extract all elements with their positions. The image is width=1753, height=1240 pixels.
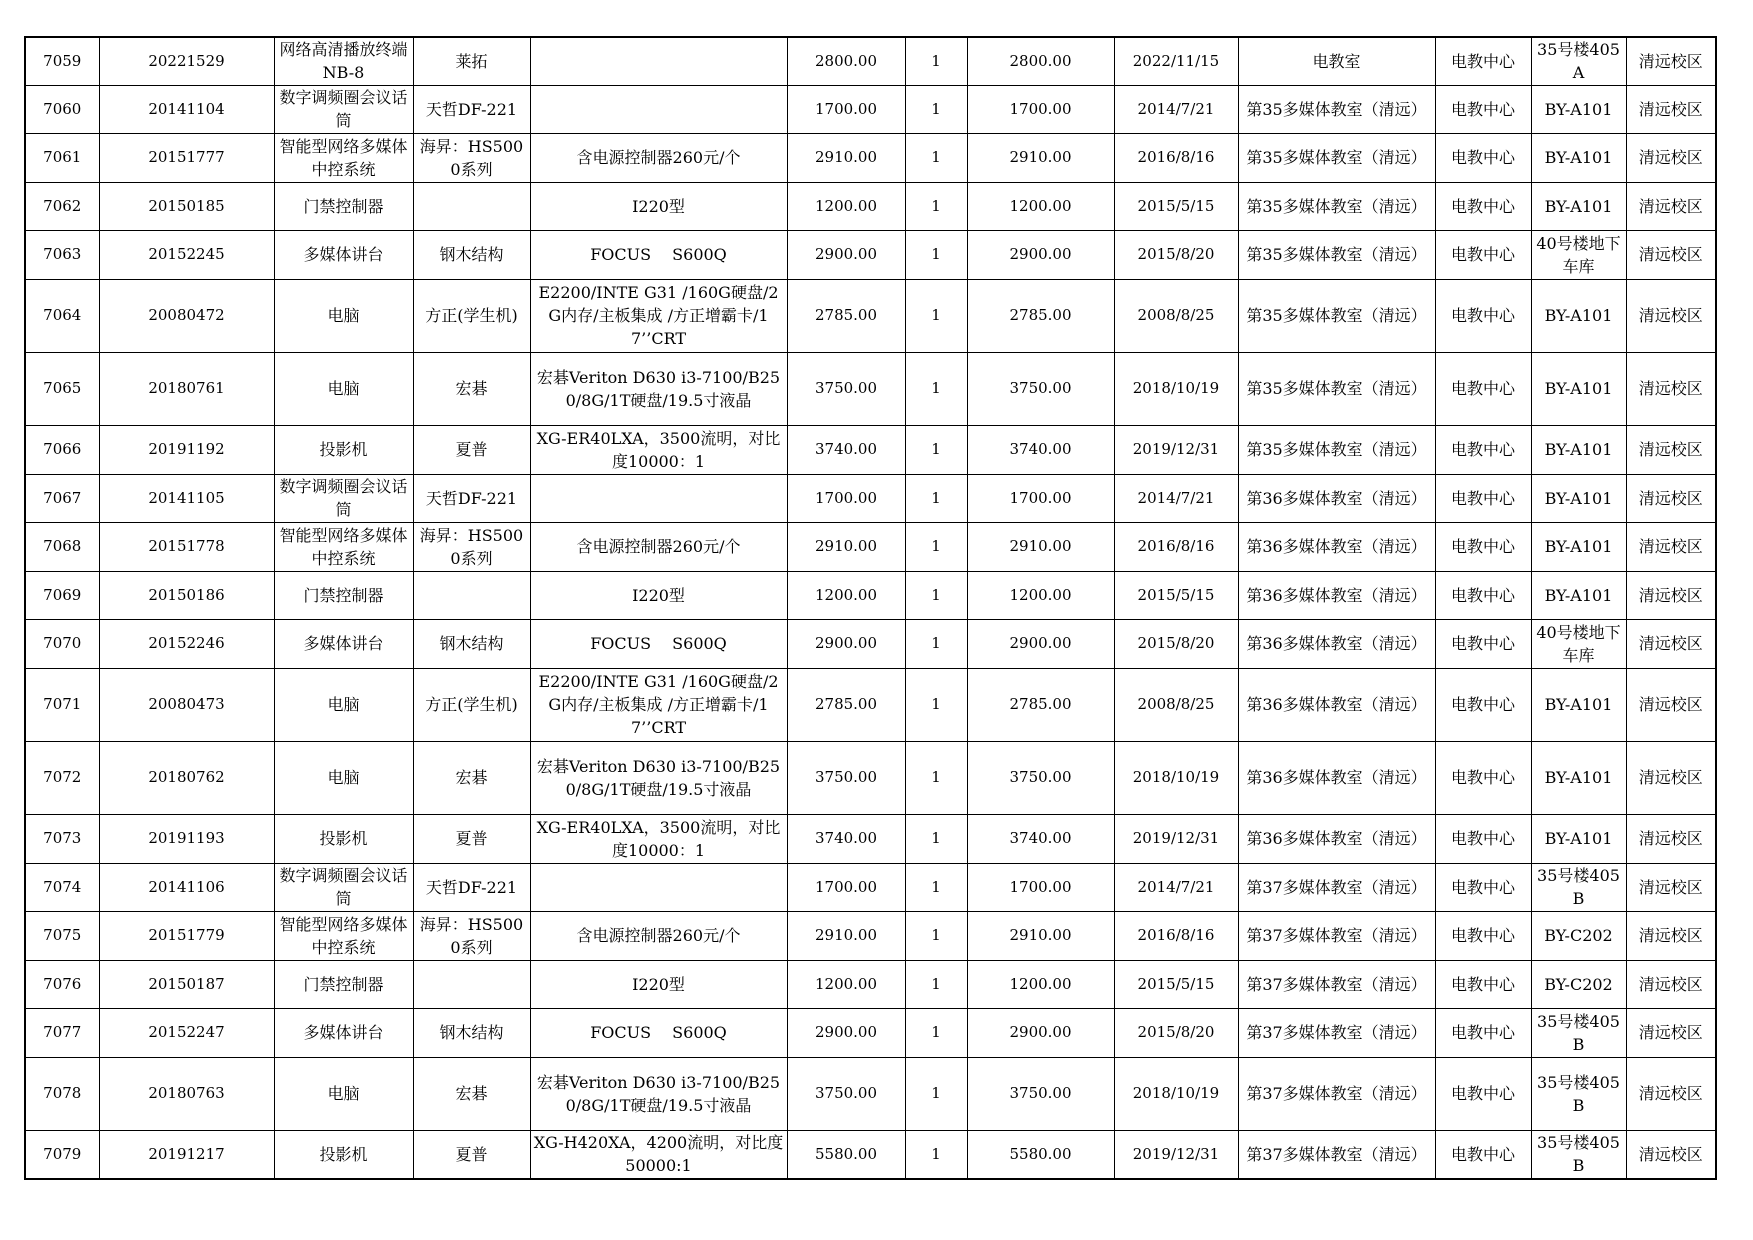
location-cell: 第37多媒体教室（清远）: [1238, 1008, 1435, 1057]
location-cell: 第35多媒体教室（清远）: [1238, 352, 1435, 425]
quantity-cell: 1: [905, 1057, 967, 1130]
department-cell: 电教中心: [1435, 37, 1531, 85]
table-row: [25, 741, 1716, 814]
brand-cell: 方正(学生机): [413, 279, 530, 352]
name-cell: 数字调频圈会议话筒: [274, 85, 413, 133]
brand-cell: 海昇：HS5000系列: [413, 911, 530, 960]
spec-cell: 含电源控制器260元/个: [530, 133, 787, 182]
date-cell: 2015/5/15: [1114, 182, 1238, 230]
table-body: [25, 37, 1716, 1179]
department-cell: 电教中心: [1435, 1130, 1531, 1179]
date-cell: 2019/12/31: [1114, 1130, 1238, 1179]
room-cell: 35号楼405A: [1531, 37, 1626, 85]
campus-cell: 清远校区: [1626, 863, 1716, 911]
brand-cell: 天哲DF-221: [413, 85, 530, 133]
unit-price-cell: 1200.00: [787, 960, 905, 1008]
campus-cell: 清远校区: [1626, 668, 1716, 741]
campus-cell: 清远校区: [1626, 960, 1716, 1008]
brand-cell: 宏碁: [413, 352, 530, 425]
name-cell: 数字调频圈会议话筒: [274, 474, 413, 522]
seq-cell: 7077: [25, 1008, 99, 1057]
amount-cell: 1200.00: [967, 571, 1114, 619]
campus-cell: 清远校区: [1626, 279, 1716, 352]
amount-cell: 2900.00: [967, 230, 1114, 279]
date-cell: 2008/8/25: [1114, 668, 1238, 741]
name-cell: 门禁控制器: [274, 571, 413, 619]
quantity-cell: 1: [905, 814, 967, 863]
table-row: [25, 668, 1716, 741]
spec-cell: [530, 863, 787, 911]
campus-cell: 清远校区: [1626, 133, 1716, 182]
location-cell: 第35多媒体教室（清远）: [1238, 230, 1435, 279]
room-cell: 40号楼地下车库: [1531, 619, 1626, 668]
room-cell: BY-A101: [1531, 522, 1626, 571]
unit-price-cell: 1200.00: [787, 182, 905, 230]
spec-cell: FOCUS S600Q: [530, 619, 787, 668]
asset-id-cell: 20191193: [99, 814, 274, 863]
campus-cell: 清远校区: [1626, 911, 1716, 960]
seq-cell: 7061: [25, 133, 99, 182]
date-cell: 2019/12/31: [1114, 425, 1238, 474]
campus-cell: 清远校区: [1626, 85, 1716, 133]
seq-cell: 7060: [25, 85, 99, 133]
date-cell: 2015/8/20: [1114, 230, 1238, 279]
brand-cell: [413, 960, 530, 1008]
table-row: [25, 619, 1716, 668]
amount-cell: 3750.00: [967, 741, 1114, 814]
table-row: [25, 425, 1716, 474]
department-cell: 电教中心: [1435, 474, 1531, 522]
room-cell: BY-A101: [1531, 741, 1626, 814]
asset-id-cell: 20180762: [99, 741, 274, 814]
room-cell: BY-C202: [1531, 911, 1626, 960]
department-cell: 电教中心: [1435, 1057, 1531, 1130]
seq-cell: 7065: [25, 352, 99, 425]
asset-id-cell: 20151778: [99, 522, 274, 571]
asset-id-cell: 20080472: [99, 279, 274, 352]
date-cell: 2018/10/19: [1114, 352, 1238, 425]
name-cell: 网络高清播放终端NB-8: [274, 37, 413, 85]
campus-cell: 清远校区: [1626, 352, 1716, 425]
seq-cell: 7076: [25, 960, 99, 1008]
name-cell: 投影机: [274, 425, 413, 474]
department-cell: 电教中心: [1435, 425, 1531, 474]
table-row: [25, 1008, 1716, 1057]
asset-id-cell: 20141104: [99, 85, 274, 133]
department-cell: 电教中心: [1435, 279, 1531, 352]
asset-id-cell: 20080473: [99, 668, 274, 741]
date-cell: 2019/12/31: [1114, 814, 1238, 863]
table-row: [25, 522, 1716, 571]
amount-cell: 3740.00: [967, 425, 1114, 474]
department-cell: 电教中心: [1435, 352, 1531, 425]
room-cell: 40号楼地下车库: [1531, 230, 1626, 279]
date-cell: 2015/5/15: [1114, 571, 1238, 619]
quantity-cell: 1: [905, 352, 967, 425]
amount-cell: 2910.00: [967, 911, 1114, 960]
amount-cell: 1700.00: [967, 474, 1114, 522]
room-cell: BY-A101: [1531, 474, 1626, 522]
room-cell: BY-A101: [1531, 814, 1626, 863]
brand-cell: 夏普: [413, 814, 530, 863]
asset-id-cell: 20191217: [99, 1130, 274, 1179]
date-cell: 2022/11/15: [1114, 37, 1238, 85]
location-cell: 第36多媒体教室（清远）: [1238, 619, 1435, 668]
brand-cell: 夏普: [413, 425, 530, 474]
amount-cell: 2785.00: [967, 279, 1114, 352]
campus-cell: 清远校区: [1626, 1057, 1716, 1130]
seq-cell: 7073: [25, 814, 99, 863]
table-row: [25, 85, 1716, 133]
unit-price-cell: 1700.00: [787, 474, 905, 522]
quantity-cell: 1: [905, 522, 967, 571]
table-row: [25, 911, 1716, 960]
seq-cell: 7070: [25, 619, 99, 668]
asset-id-cell: 20141105: [99, 474, 274, 522]
spec-cell: E2200/INTE G31 /160G硬盘/2G内存/主板集成 /方正增霸卡/17’’CRT: [530, 668, 787, 741]
unit-price-cell: 1200.00: [787, 571, 905, 619]
quantity-cell: 1: [905, 911, 967, 960]
location-cell: 第35多媒体教室（清远）: [1238, 133, 1435, 182]
date-cell: 2016/8/16: [1114, 522, 1238, 571]
amount-cell: 2800.00: [967, 37, 1114, 85]
table-row: [25, 182, 1716, 230]
date-cell: 2015/8/20: [1114, 619, 1238, 668]
table-row: [25, 133, 1716, 182]
campus-cell: 清远校区: [1626, 425, 1716, 474]
amount-cell: 2785.00: [967, 668, 1114, 741]
campus-cell: 清远校区: [1626, 230, 1716, 279]
seq-cell: 7075: [25, 911, 99, 960]
spec-cell: I220型: [530, 960, 787, 1008]
department-cell: 电教中心: [1435, 1008, 1531, 1057]
quantity-cell: 1: [905, 668, 967, 741]
location-cell: 第37多媒体教室（清远）: [1238, 1130, 1435, 1179]
brand-cell: 天哲DF-221: [413, 474, 530, 522]
quantity-cell: 1: [905, 37, 967, 85]
asset-id-cell: 20151777: [99, 133, 274, 182]
brand-cell: 夏普: [413, 1130, 530, 1179]
amount-cell: 3750.00: [967, 1057, 1114, 1130]
spec-cell: XG-ER40LXA，3500流明，对比度10000：1: [530, 814, 787, 863]
brand-cell: 钢木结构: [413, 619, 530, 668]
department-cell: 电教中心: [1435, 911, 1531, 960]
location-cell: 第36多媒体教室（清远）: [1238, 474, 1435, 522]
amount-cell: 1200.00: [967, 960, 1114, 1008]
unit-price-cell: 2910.00: [787, 911, 905, 960]
spec-cell: XG-ER40LXA，3500流明，对比度10000：1: [530, 425, 787, 474]
table-row: [25, 230, 1716, 279]
unit-price-cell: 3750.00: [787, 1057, 905, 1130]
asset-id-cell: 20150187: [99, 960, 274, 1008]
date-cell: 2014/7/21: [1114, 474, 1238, 522]
table-row: [25, 814, 1716, 863]
date-cell: 2008/8/25: [1114, 279, 1238, 352]
name-cell: 电脑: [274, 279, 413, 352]
seq-cell: 7078: [25, 1057, 99, 1130]
asset-table: [24, 36, 1717, 1180]
seq-cell: 7068: [25, 522, 99, 571]
name-cell: 数字调频圈会议话筒: [274, 863, 413, 911]
name-cell: 智能型网络多媒体中控系统: [274, 522, 413, 571]
table-row: [25, 960, 1716, 1008]
asset-id-cell: 20151779: [99, 911, 274, 960]
room-cell: BY-A101: [1531, 182, 1626, 230]
room-cell: BY-A101: [1531, 352, 1626, 425]
spec-cell: 宏碁Veriton D630 i3-7100/B250/8G/1T硬盘/19.5寸液晶: [530, 741, 787, 814]
campus-cell: 清远校区: [1626, 571, 1716, 619]
asset-id-cell: 20221529: [99, 37, 274, 85]
department-cell: 电教中心: [1435, 571, 1531, 619]
spec-cell: I220型: [530, 182, 787, 230]
room-cell: BY-A101: [1531, 279, 1626, 352]
seq-cell: 7066: [25, 425, 99, 474]
seq-cell: 7074: [25, 863, 99, 911]
amount-cell: 2900.00: [967, 619, 1114, 668]
quantity-cell: 1: [905, 279, 967, 352]
unit-price-cell: 2785.00: [787, 668, 905, 741]
location-cell: 第35多媒体教室（清远）: [1238, 425, 1435, 474]
room-cell: 35号楼405B: [1531, 1008, 1626, 1057]
spec-cell: FOCUS S600Q: [530, 230, 787, 279]
unit-price-cell: 2910.00: [787, 522, 905, 571]
spec-cell: I220型: [530, 571, 787, 619]
department-cell: 电教中心: [1435, 182, 1531, 230]
brand-cell: 宏碁: [413, 741, 530, 814]
amount-cell: 5580.00: [967, 1130, 1114, 1179]
spec-cell: [530, 474, 787, 522]
quantity-cell: 1: [905, 85, 967, 133]
spec-cell: 宏碁Veriton D630 i3-7100/B250/8G/1T硬盘/19.5寸液晶: [530, 1057, 787, 1130]
asset-id-cell: 20152247: [99, 1008, 274, 1057]
quantity-cell: 1: [905, 741, 967, 814]
table-row: [25, 863, 1716, 911]
date-cell: 2014/7/21: [1114, 85, 1238, 133]
location-cell: 第35多媒体教室（清远）: [1238, 279, 1435, 352]
brand-cell: 海昇：HS5000系列: [413, 522, 530, 571]
table-row: [25, 1057, 1716, 1130]
table-row: [25, 1130, 1716, 1179]
room-cell: BY-A101: [1531, 133, 1626, 182]
unit-price-cell: 2900.00: [787, 230, 905, 279]
name-cell: 门禁控制器: [274, 182, 413, 230]
department-cell: 电教中心: [1435, 230, 1531, 279]
brand-cell: [413, 571, 530, 619]
asset-id-cell: 20180763: [99, 1057, 274, 1130]
quantity-cell: 1: [905, 425, 967, 474]
quantity-cell: 1: [905, 230, 967, 279]
location-cell: 第36多媒体教室（清远）: [1238, 668, 1435, 741]
campus-cell: 清远校区: [1626, 522, 1716, 571]
table-row: [25, 474, 1716, 522]
location-cell: 第36多媒体教室（清远）: [1238, 571, 1435, 619]
department-cell: 电教中心: [1435, 133, 1531, 182]
room-cell: BY-A101: [1531, 668, 1626, 741]
date-cell: 2018/10/19: [1114, 1057, 1238, 1130]
department-cell: 电教中心: [1435, 522, 1531, 571]
campus-cell: 清远校区: [1626, 1130, 1716, 1179]
campus-cell: 清远校区: [1626, 814, 1716, 863]
room-cell: BY-A101: [1531, 85, 1626, 133]
quantity-cell: 1: [905, 133, 967, 182]
campus-cell: 清远校区: [1626, 1008, 1716, 1057]
brand-cell: 宏碁: [413, 1057, 530, 1130]
quantity-cell: 1: [905, 474, 967, 522]
campus-cell: 清远校区: [1626, 741, 1716, 814]
campus-cell: 清远校区: [1626, 182, 1716, 230]
seq-cell: 7067: [25, 474, 99, 522]
amount-cell: 2910.00: [967, 133, 1114, 182]
location-cell: 第36多媒体教室（清远）: [1238, 741, 1435, 814]
seq-cell: 7064: [25, 279, 99, 352]
unit-price-cell: 5580.00: [787, 1130, 905, 1179]
location-cell: 第37多媒体教室（清远）: [1238, 911, 1435, 960]
room-cell: BY-C202: [1531, 960, 1626, 1008]
asset-id-cell: 20180761: [99, 352, 274, 425]
seq-cell: 7062: [25, 182, 99, 230]
name-cell: 投影机: [274, 1130, 413, 1179]
location-cell: 第37多媒体教室（清远）: [1238, 1057, 1435, 1130]
amount-cell: 3750.00: [967, 352, 1114, 425]
campus-cell: 清远校区: [1626, 37, 1716, 85]
name-cell: 智能型网络多媒体中控系统: [274, 133, 413, 182]
unit-price-cell: 2800.00: [787, 37, 905, 85]
seq-cell: 7059: [25, 37, 99, 85]
amount-cell: 2900.00: [967, 1008, 1114, 1057]
quantity-cell: 1: [905, 1130, 967, 1179]
department-cell: 电教中心: [1435, 741, 1531, 814]
unit-price-cell: 3750.00: [787, 352, 905, 425]
seq-cell: 7069: [25, 571, 99, 619]
amount-cell: 1700.00: [967, 85, 1114, 133]
room-cell: BY-A101: [1531, 425, 1626, 474]
unit-price-cell: 3740.00: [787, 425, 905, 474]
amount-cell: 1700.00: [967, 863, 1114, 911]
name-cell: 电脑: [274, 352, 413, 425]
seq-cell: 7072: [25, 741, 99, 814]
quantity-cell: 1: [905, 863, 967, 911]
asset-id-cell: 20150186: [99, 571, 274, 619]
quantity-cell: 1: [905, 960, 967, 1008]
department-cell: 电教中心: [1435, 668, 1531, 741]
name-cell: 多媒体讲台: [274, 230, 413, 279]
seq-cell: 7063: [25, 230, 99, 279]
date-cell: 2014/7/21: [1114, 863, 1238, 911]
asset-id-cell: 20191192: [99, 425, 274, 474]
date-cell: 2016/8/16: [1114, 133, 1238, 182]
name-cell: 电脑: [274, 668, 413, 741]
location-cell: 第37多媒体教室（清远）: [1238, 863, 1435, 911]
spec-cell: 含电源控制器260元/个: [530, 522, 787, 571]
brand-cell: 钢木结构: [413, 1008, 530, 1057]
amount-cell: 3740.00: [967, 814, 1114, 863]
unit-price-cell: 2785.00: [787, 279, 905, 352]
spec-cell: 含电源控制器260元/个: [530, 911, 787, 960]
department-cell: 电教中心: [1435, 960, 1531, 1008]
name-cell: 智能型网络多媒体中控系统: [274, 911, 413, 960]
name-cell: 电脑: [274, 1057, 413, 1130]
asset-id-cell: 20150185: [99, 182, 274, 230]
room-cell: 35号楼405B: [1531, 1130, 1626, 1179]
quantity-cell: 1: [905, 619, 967, 668]
asset-id-cell: 20141106: [99, 863, 274, 911]
table-row: [25, 37, 1716, 85]
quantity-cell: 1: [905, 182, 967, 230]
table-row: [25, 352, 1716, 425]
amount-cell: 1200.00: [967, 182, 1114, 230]
name-cell: 门禁控制器: [274, 960, 413, 1008]
date-cell: 2015/5/15: [1114, 960, 1238, 1008]
name-cell: 电脑: [274, 741, 413, 814]
location-cell: 第35多媒体教室（清远）: [1238, 85, 1435, 133]
unit-price-cell: 3740.00: [787, 814, 905, 863]
department-cell: 电教中心: [1435, 863, 1531, 911]
spec-cell: 宏碁Veriton D630 i3-7100/B250/8G/1T硬盘/19.5寸液晶: [530, 352, 787, 425]
location-cell: 第36多媒体教室（清远）: [1238, 814, 1435, 863]
spec-cell: XG-H420XA，4200流明，对比度50000:1: [530, 1130, 787, 1179]
quantity-cell: 1: [905, 1008, 967, 1057]
department-cell: 电教中心: [1435, 814, 1531, 863]
unit-price-cell: 2900.00: [787, 619, 905, 668]
spec-cell: [530, 37, 787, 85]
brand-cell: 海昇：HS5000系列: [413, 133, 530, 182]
spec-cell: E2200/INTE G31 /160G硬盘/2G内存/主板集成 /方正增霸卡/17’’CRT: [530, 279, 787, 352]
brand-cell: 钢木结构: [413, 230, 530, 279]
date-cell: 2016/8/16: [1114, 911, 1238, 960]
brand-cell: 莱拓: [413, 37, 530, 85]
date-cell: 2018/10/19: [1114, 741, 1238, 814]
brand-cell: 天哲DF-221: [413, 863, 530, 911]
seq-cell: 7071: [25, 668, 99, 741]
asset-id-cell: 20152245: [99, 230, 274, 279]
amount-cell: 2910.00: [967, 522, 1114, 571]
department-cell: 电教中心: [1435, 85, 1531, 133]
spec-cell: FOCUS S600Q: [530, 1008, 787, 1057]
unit-price-cell: 1700.00: [787, 85, 905, 133]
table-row: [25, 571, 1716, 619]
quantity-cell: 1: [905, 571, 967, 619]
date-cell: 2015/8/20: [1114, 1008, 1238, 1057]
room-cell: 35号楼405B: [1531, 1057, 1626, 1130]
location-cell: 第37多媒体教室（清远）: [1238, 960, 1435, 1008]
location-cell: 第36多媒体教室（清远）: [1238, 522, 1435, 571]
campus-cell: 清远校区: [1626, 474, 1716, 522]
room-cell: BY-A101: [1531, 571, 1626, 619]
table-row: [25, 279, 1716, 352]
name-cell: 投影机: [274, 814, 413, 863]
location-cell: 第35多媒体教室（清远）: [1238, 182, 1435, 230]
unit-price-cell: 2910.00: [787, 133, 905, 182]
campus-cell: 清远校区: [1626, 619, 1716, 668]
spec-cell: [530, 85, 787, 133]
name-cell: 多媒体讲台: [274, 1008, 413, 1057]
name-cell: 多媒体讲台: [274, 619, 413, 668]
brand-cell: 方正(学生机): [413, 668, 530, 741]
asset-id-cell: 20152246: [99, 619, 274, 668]
room-cell: 35号楼405B: [1531, 863, 1626, 911]
department-cell: 电教中心: [1435, 619, 1531, 668]
unit-price-cell: 2900.00: [787, 1008, 905, 1057]
location-cell: 电教室: [1238, 37, 1435, 85]
brand-cell: [413, 182, 530, 230]
unit-price-cell: 3750.00: [787, 741, 905, 814]
seq-cell: 7079: [25, 1130, 99, 1179]
unit-price-cell: 1700.00: [787, 863, 905, 911]
